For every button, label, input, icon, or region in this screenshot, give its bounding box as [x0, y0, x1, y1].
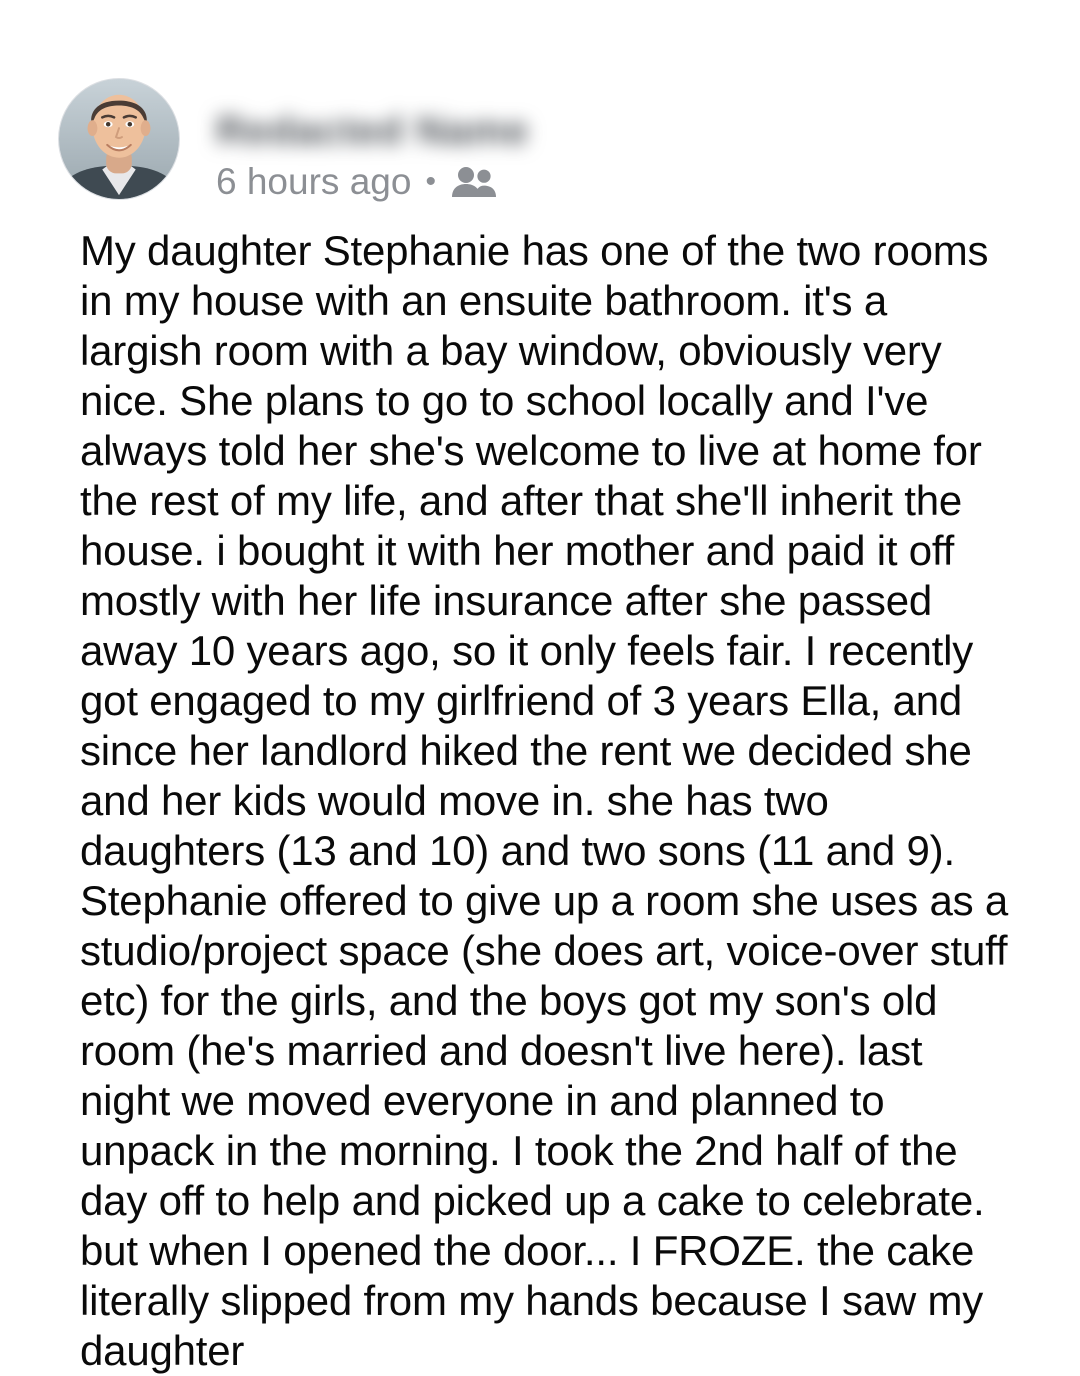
avatar[interactable]	[58, 78, 180, 200]
friends-icon[interactable]	[450, 165, 498, 199]
post-timestamp[interactable]: 6 hours ago	[216, 161, 412, 202]
post-header-text	[216, 78, 556, 204]
post-header	[0, 0, 1080, 204]
post-body-text: My daughter Stephanie has one of the two rooms in my house with an ensuite bathroom. it's a largish room with a bay window, obviously very nice. She plans to go to school locally and I've always told her she's welcome to live at home for the rest of my life, and after that she'll inherit the house. i bought it with her mother and paid it off mostly with her life insurance after she passed away 10 years ago, so it only feels fair. I recently got engaged to my girlfriend of 3 years Ella, and since her landlord hiked the rent we decided she and her kids would move in. she has two daughters (13 and 10) and two sons (11 and 9). Stephanie offered to give up a room she uses as a studio/project space (she does art, voice-over stuff etc) for the girls, and the boys got my son's old room (he's married and doesn't live here). last night we moved everyone in and planned to unpack in the morning. I took the 2nd half of the day off to help and picked up a cake to celebrate. but when I opened the door... I FROZE. the cake literally slipped from my hands because I saw my daughter	[80, 227, 1020, 1374]
post-meta	[216, 160, 556, 204]
meta-separator: •	[425, 165, 436, 198]
author-name[interactable]: Redacted Name	[216, 109, 530, 153]
profile-photo	[59, 79, 179, 199]
